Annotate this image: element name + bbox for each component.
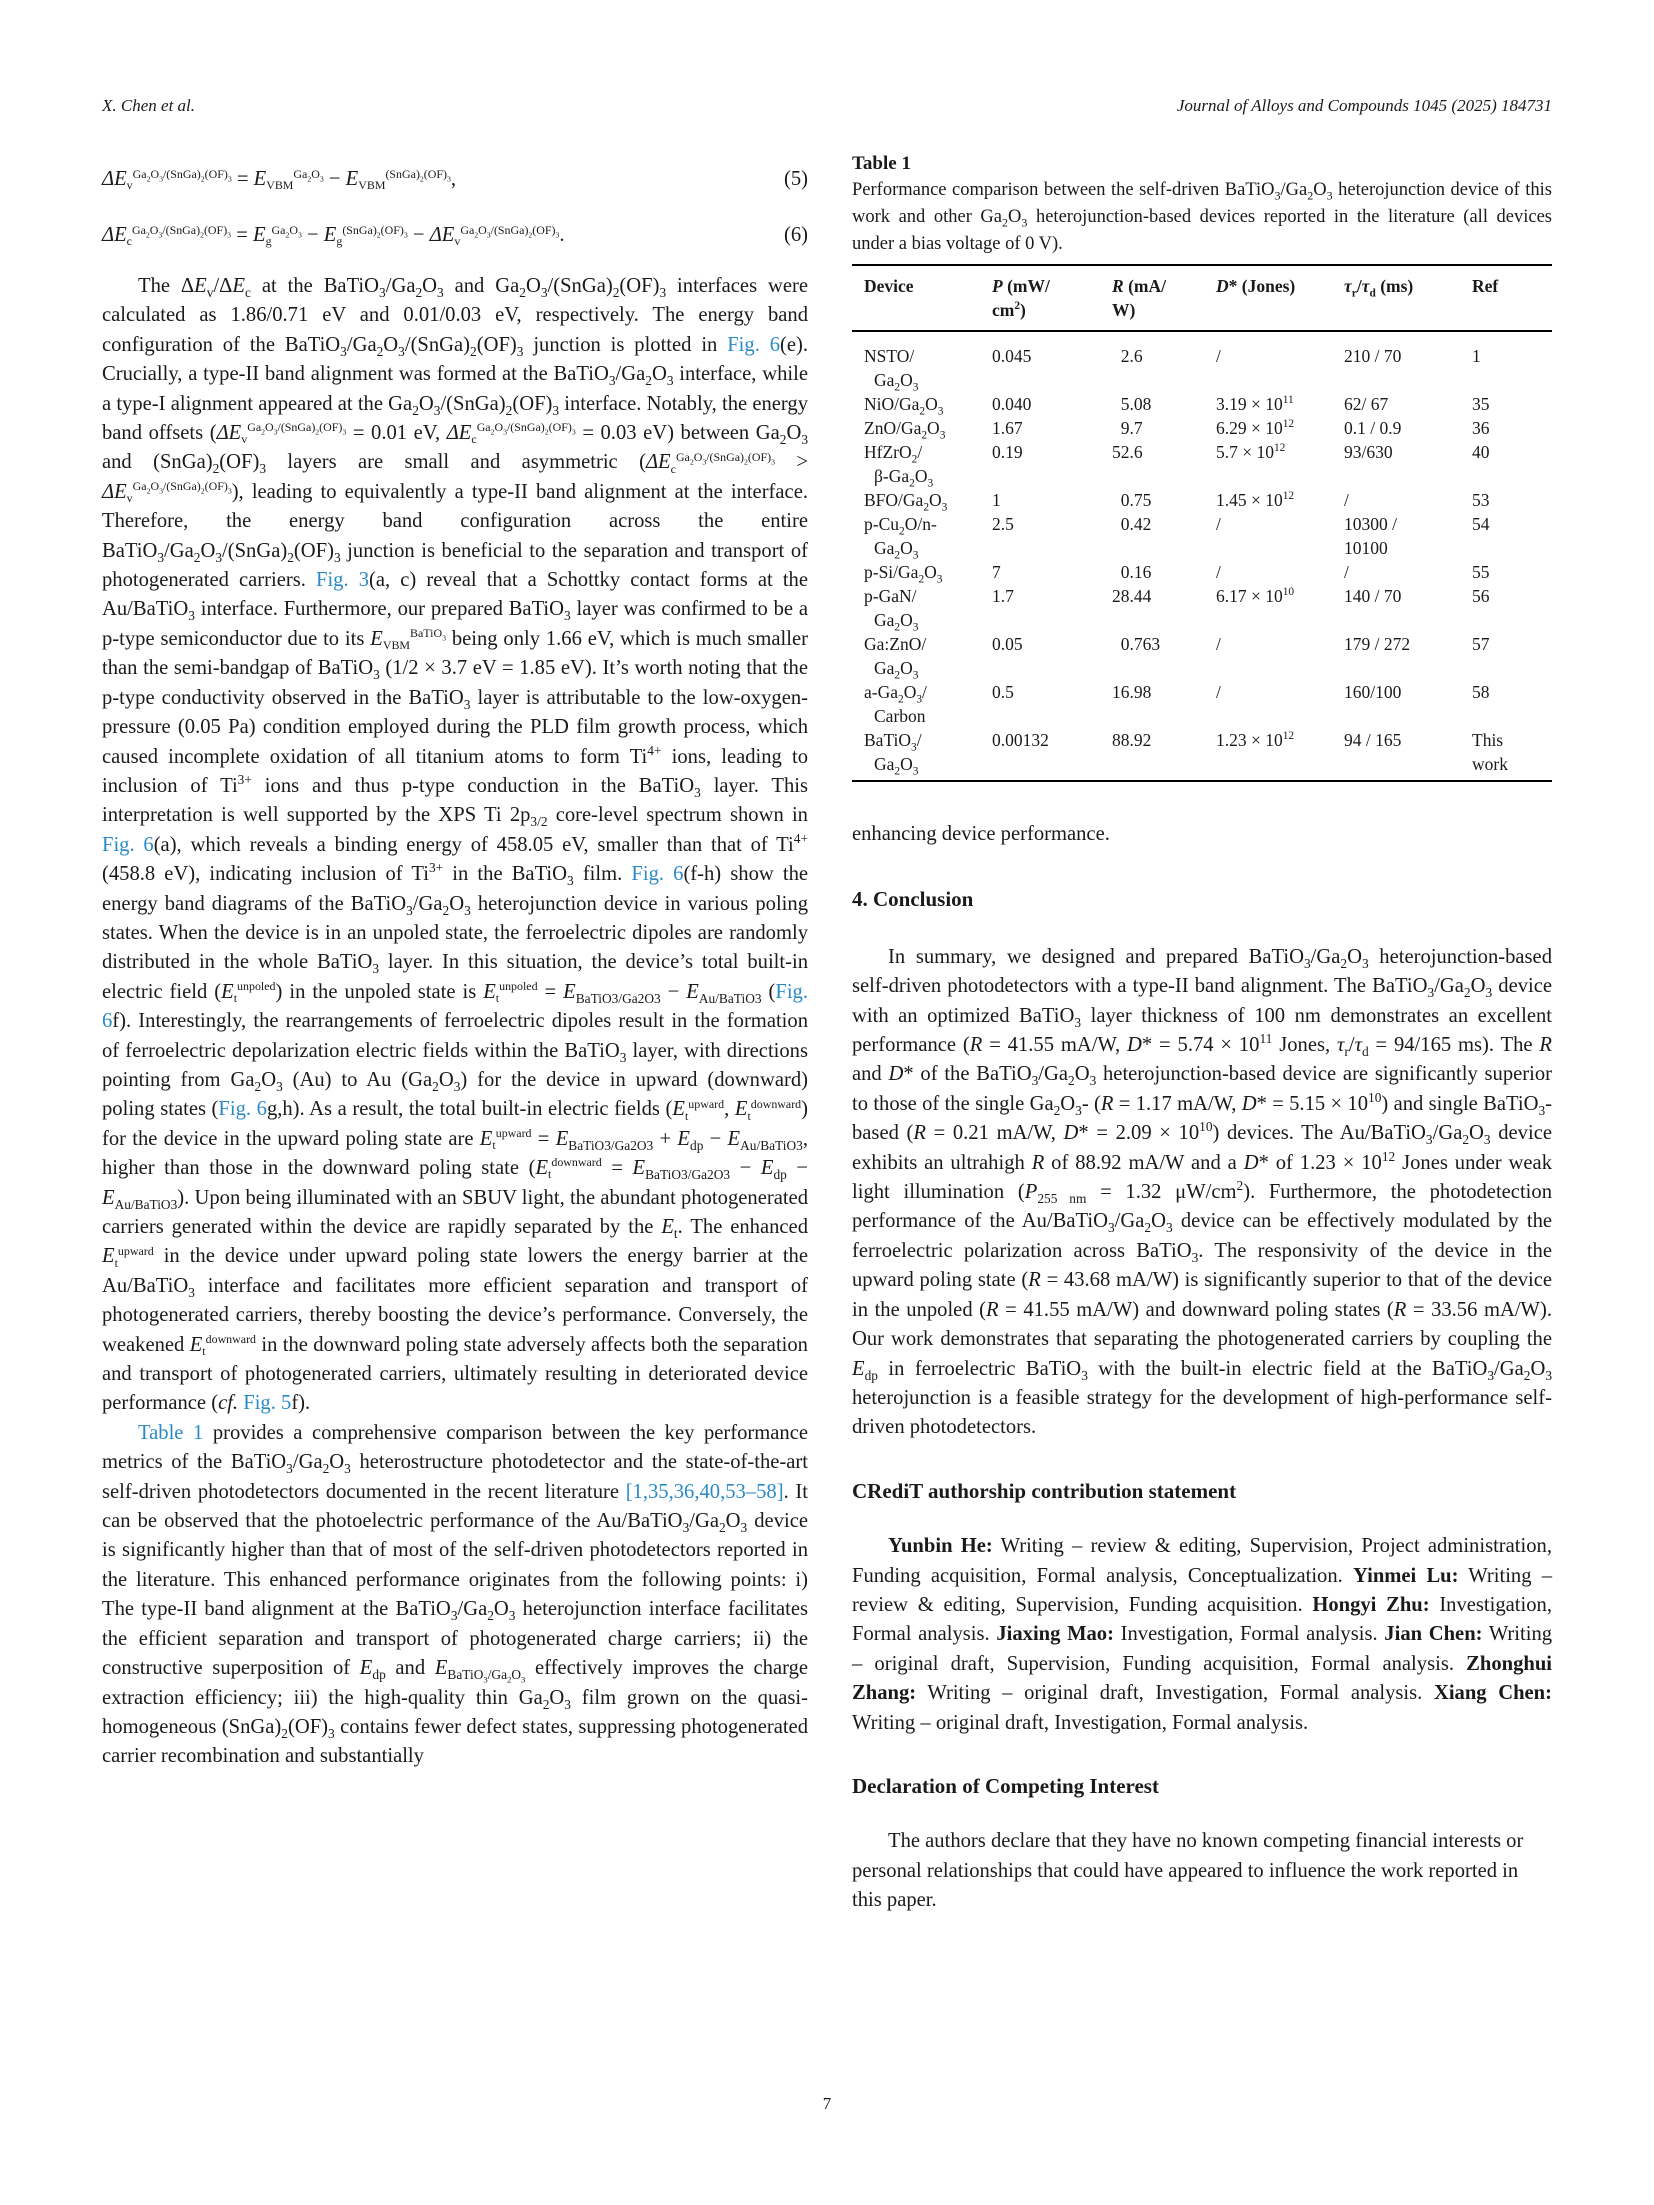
credit-paragraph: Yunbin He: Writing – review & editing, Supervision, Project administration, Funding acquisition, Formal analysis, Conceptualization. Yinmei Lu: Writing – review & editing, Supervision, Funding acquisition. Hongyi Zhu: Investigation, Formal analysis. Jiaxing Mao: Investigation, Formal analysis. Jian Chen: Writing – original draft, Supervision, Funding acquisition, Formal analysis. Zhonghui Zhang: Writing – original draft, Investigation, Formal analysis. Xiang Chen: Writing – original draft, Investigation, Formal analysis. [852, 1535, 1553, 1734]
page-number: 7 [822, 2094, 832, 2113]
column-header-p: P (mW/ $cm^2$) [992, 276, 1050, 320]
column-header-ref: Ref [1472, 276, 1499, 296]
right-column [852, 150, 1552, 1916]
table-row: p-GaN/ $Ga_2O_3$ 1.7 28.44 $6.17 \times 10^{10}$ 140 / 70 56 [864, 586, 1490, 634]
fig6-link[interactable]: Fig. 6 [102, 833, 154, 856]
fig6-link[interactable]: Fig. 6 [102, 980, 808, 1033]
table-header-row [852, 265, 1552, 331]
body-paragraph: Table 1 provides a comprehensive comparison between the key performance metrics of the $BaTiO_3/Ga_2O_3$ heterostructure photodetector and the state-of-the-art self-driven photodetectors documented in the recent literature [1,35,36,40,53–58]. It can be observed that the photoelectric performance of the $Au/BaTiO_3/Ga_2O_3$ device is significantly higher than that of most of the self-driven photodetectors reported in the literature. This enhanced performance originates from the following points: i) The type-II band alignment at the $BaTiO_3/Ga_2O_3$ heterojunction interface facilitates the efficient separation and transport of photogenerated charge carriers; ii) the constructive superposition of $E_{dp}$ and $E_{BaTiO_3/Ga_2O_3}$ effectively improves the charge extraction efficiency; iii) the high-quality thin $Ga_2O_3$ film grown on the quasi-homogeneous $(SnGa)_2(OF)_3$ contains fewer defect states, suppressing photogenerated carrier recombination and substantially [102, 1421, 809, 1768]
table-row: ZnO/$Ga_2O_3$ 1.67 9.7 $6.29 \times 10^{12}$ 0.1 / 0.9 36 [864, 418, 1490, 442]
column-header-device: Device [864, 276, 914, 296]
fig5-link[interactable]: Fig. 5 [243, 1392, 292, 1415]
table-row: $a-Ga_2O_3/$ Carbon 0.5 16.98 / 160/100 58 [864, 682, 1490, 726]
column-header-d: D* (Jones) [1216, 276, 1296, 296]
table-caption: Performance comparison between the self-driven $BaTiO_3/Ga_2O_3$ heterojunction device of this work and other $Ga_2O_3$ heterojunction-based devices reported in the literature (all devices under a bias voltage of 0 V). [852, 180, 1552, 254]
table-row: NiO/$Ga_2O_3$ 0.040 5.08 $3.19 \times 10^{11}$ 62/ 67 35 [864, 394, 1490, 418]
table-title: Table 1 [852, 153, 911, 174]
equation-5: $\Delta E_v^{Ga_2O_3/(SnGa)_2(OF)_3} = E_{VBM}^{Ga_2O_3} - E_{VBM}^{(SnGa)_2(OF)_3}$, (5) [102, 158, 808, 202]
fig3-link[interactable]: Fig. 3 [316, 569, 370, 592]
table1-link[interactable]: Table 1 [138, 1421, 204, 1444]
table-row: $p-Cu_2O/n-$ $Ga_2O_3$ 2.5 0.42 / 10300 / 10100 54 [864, 514, 1490, 562]
fig6-link[interactable]: Fig. 6 [727, 333, 780, 356]
section-heading-conclusion: 4. Conclusion [852, 887, 974, 912]
table-row: $p-Si/Ga_2O_3$ 7 0.16 / / 55 [864, 562, 1490, 586]
citation-link[interactable]: [1,35,36,40,53–58] [625, 1480, 784, 1503]
running-header-journal: Journal of Alloys and Compounds 1045 (2025) 184731 [1176, 96, 1552, 115]
table-row: NSTO/ $Ga_2O_3$ 0.045 2.6 / 210 / 70 1 [864, 346, 1481, 394]
fig6-link[interactable]: Fig. 6 [631, 863, 684, 886]
fig6-link[interactable]: Fig. 6 [218, 1098, 267, 1121]
equation-6: $\Delta E_c^{Ga_2O_3/(SnGa)_2(OF)_3} = E_g^{Ga_2O_3} - E_g^{(SnGa)_2(OF)_3} - \Delta E_v^{Ga_2O_3/(SnGa)_2(OF)_3}$. (6) [102, 214, 808, 258]
equation-number: (6) [783, 224, 808, 247]
continuation-text: enhancing device performance. [852, 823, 1110, 845]
column-header-tau: $\tau_r/\tau_d$ (ms) [1344, 276, 1414, 300]
table-row: BFO/$Ga_2O_3$ 1 0.75 $1.45 \times 10^{12}$ / 53 [864, 490, 1490, 514]
table-row: HfZrO$_2$/ $\beta-Ga_2O_3$ 0.19 52.6 $5.7 \times 10^{12}$ 93/630 40 [864, 442, 1490, 490]
table-row: Ga:ZnO/ $Ga_2O_3$ 0.05 0.763 / 179 / 272 57 [864, 634, 1490, 682]
table-row: BaTiO$_3$/ $Ga_2O_3$ 0.00132 88.92 $1.23 \times 10^{12}$ 94 / 165 This work [864, 730, 1508, 778]
body-paragraph: The $\Delta E_v/\Delta E_c$ at the $BaTiO_3/Ga_2O_3$ and $Ga_2O_3/(SnGa)_2(OF)_3$ interfaces were calculated as 1.86/0.71 eV and 0.01/0.03 eV, respectively. The energy band configuration of the $BaTiO_3/Ga_2O_3/(SnGa)_2(OF)_3$ junction is plotted in Fig. 6(e). Crucially, a type-II band alignment was formed at the $BaTiO_3/Ga_2O_3$ interface, while a type-I alignment appeared at the $Ga_2O_3/(SnGa)_2(OF)_3$ interface. Notably, the energy band offsets ($\Delta E_v^{Ga_2O_3/(SnGa)_2(OF)_3} = 0.01$ eV, $\Delta E_c^{Ga_2O_3/(SnGa)_2(OF)_3} = 0.03$ eV) between $Ga_2O_3$ and $(SnGa)_2(OF)_3$ layers are small and asymmetric $(\Delta E_c^{Ga_2O_3/(SnGa)_2(OF)_3} > \Delta E_v^{Ga_2O_3/(SnGa)_2(OF)_3})$, leading to equivalently a type-II band alignment at the interface. Therefore, the energy band configuration across the entire $BaTiO_3/Ga_2O_3/(SnGa)_2(OF)_3$ junction is beneficial to the separation and transport of photogenerated carriers. Fig. 3(a, c) reveal that a Schottky contact forms at the Au/BaTiO$_3$ interface. Furthermore, our prepared BaTiO$_3$ layer was confirmed to be a p-type semiconductor due to its $E_{VBM}^{BaTiO_3}$ being only 1.66 eV, which is much smaller than the semi-bandgap of BaTiO$_3$ (1/2 × 3.7 eV = 1.85 eV). It’s worth noting that the p-type conductivity observed in the BaTiO$_3$ layer is attributable to the low-oxygen-pressure (0.05 Pa) condition employed during the PLD film growth process, which caused incomplete oxidation of all titanium atoms to form $Ti^{4+}$ ions, leading to inclusion of $Ti^{3+}$ ions and thus p-type conduction in the BaTiO$_3$ layer. This interpretation is well supported by the XPS Ti $2p_{3/2}$ core-level spectrum shown in Fig. 6(a), which reveals a binding energy of 458.05 eV, smaller than that of $Ti^{4+}$ (458.8 eV), indicating inclusion of $Ti^{3+}$ in the BaTiO$_3$ film. Fig. 6(f-h) show the energy band diagrams of the $BaTiO_3/Ga_2O_3$ heterojunction device in various poling states. When the device is in an unpoled state, the ferroelectric dipoles are randomly distributed in the whole BaTiO$_3$ layer. In this situation, the device’s total built-in electric field $(E_t^{unpoled})$ in the unpoled state is $E_t^{unpoled} = E_{BaTiO3/Ga2O3} - E_{Au/BaTiO3}$ (Fig. 6f). Interestingly, the rearrangements of ferroelectric dipoles result in the formation of ferroelectric depolarization electric fields within the BaTiO$_3$ layer, with directions pointing from $Ga_2O_3$ (Au) to Au $(Ga_2O_3)$ for the device in upward (downward) poling states (Fig. 6g,h). As a result, the total built-in electric fields ($E_t^{upward}$, $E_t^{downward}$) for the device in the upward poling state are $E_t^{upward} = E_{BaTiO3/Ga2O3} + E_{dp} - E_{Au/BaTiO3}$, higher than those in the downward poling state $(E_t^{downward} = E_{BaTiO3/Ga2O3} - E_{dp} - E_{Au/BaTiO3})$. Upon being illuminated with an SBUV light, the abundant photogenerated carriers generated within the device are rapidly separated by the $E_t$. The enhanced $E_t^{upward}$ in the device under upward poling state lowers the energy barrier at the Au/BaTiO$_3$ interface and facilitates more efficient separation and transport of photogenerated carriers, thereby boosting the device’s performance. Conversely, the weakened $E_t^{downward}$ in the downward poling state adversely affects both the separation and transport of photogenerated carriers, ultimately resulting in deteriorated device performance (cf. Fig. 5f). [102, 275, 809, 1415]
equation-number: (5) [783, 168, 808, 191]
section-heading-credit: CRediT authorship contribution statement [852, 1478, 1237, 1503]
running-header-authors: X. Chen et al. [102, 96, 196, 115]
conclusion-paragraph: In summary, we designed and prepared $BaTiO_3/Ga_2O_3$ heterojunction-based self-driven photodetectors with a type-II band alignment. The $BaTiO_3/Ga_2O_3$ device with an optimized BaTiO$_3$ layer thickness of 100 nm demonstrates an excellent performance (R = 41.55 mA/W, $D* = 5.74 \times 10^{11}$ Jones, $\tau_r/\tau_d = 94/165$ ms). The R and D* of the $BaTiO_3/Ga_2O_3$ heterojunction-based device are significantly superior to those of the single $Ga_2O_3-$ (R = 1.17 mA/W, $D* = 5.15 \times 10^{10}$) and single BaTiO$_3$- based (R = 0.21 mA/W, $D* = 2.09 \times 10^{10}$) devices. The $Au/BaTiO_3/Ga_2O_3$ device exhibits an ultrahigh R of 88.92 mA/W and a D* of $1.23 \times 10^{12}$ Jones under weak light illumination ($P_{255 nm} = 1.32$ $\mu W/cm^2$). Furthermore, the photodetection performance of the $Au/BaTiO_3/Ga_2O_3$ device can be effectively modulated by the ferroelectric polarization across BaTiO$_3$. The responsivity of the device in the upward poling state (R = 43.68 mA/W) is significantly superior to that of the device in the unpoled (R = 41.55 mA/W) and downward poling states (R = 33.56 mA/W). Our work demonstrates that separating the photogenerated carriers by coupling the $E_{dp}$ in ferroelectric BaTiO$_3$ with the built-in electric field at the $BaTiO_3/Ga_2O_3$ heterojunction is a feasible strategy for the development of high-performance self-driven photodetectors. [852, 945, 1553, 1439]
performance-comparison-table [852, 264, 1552, 782]
left-column [102, 158, 808, 1772]
column-header-r: R (mA/ W) [1112, 276, 1166, 320]
section-heading-declaration: Declaration of Competing Interest [852, 1773, 1159, 1798]
declaration-paragraph: The authors declare that they have no known competing financial interests or personal relationships that could have appeared to influence the work reported in this paper. [852, 1830, 1524, 1912]
